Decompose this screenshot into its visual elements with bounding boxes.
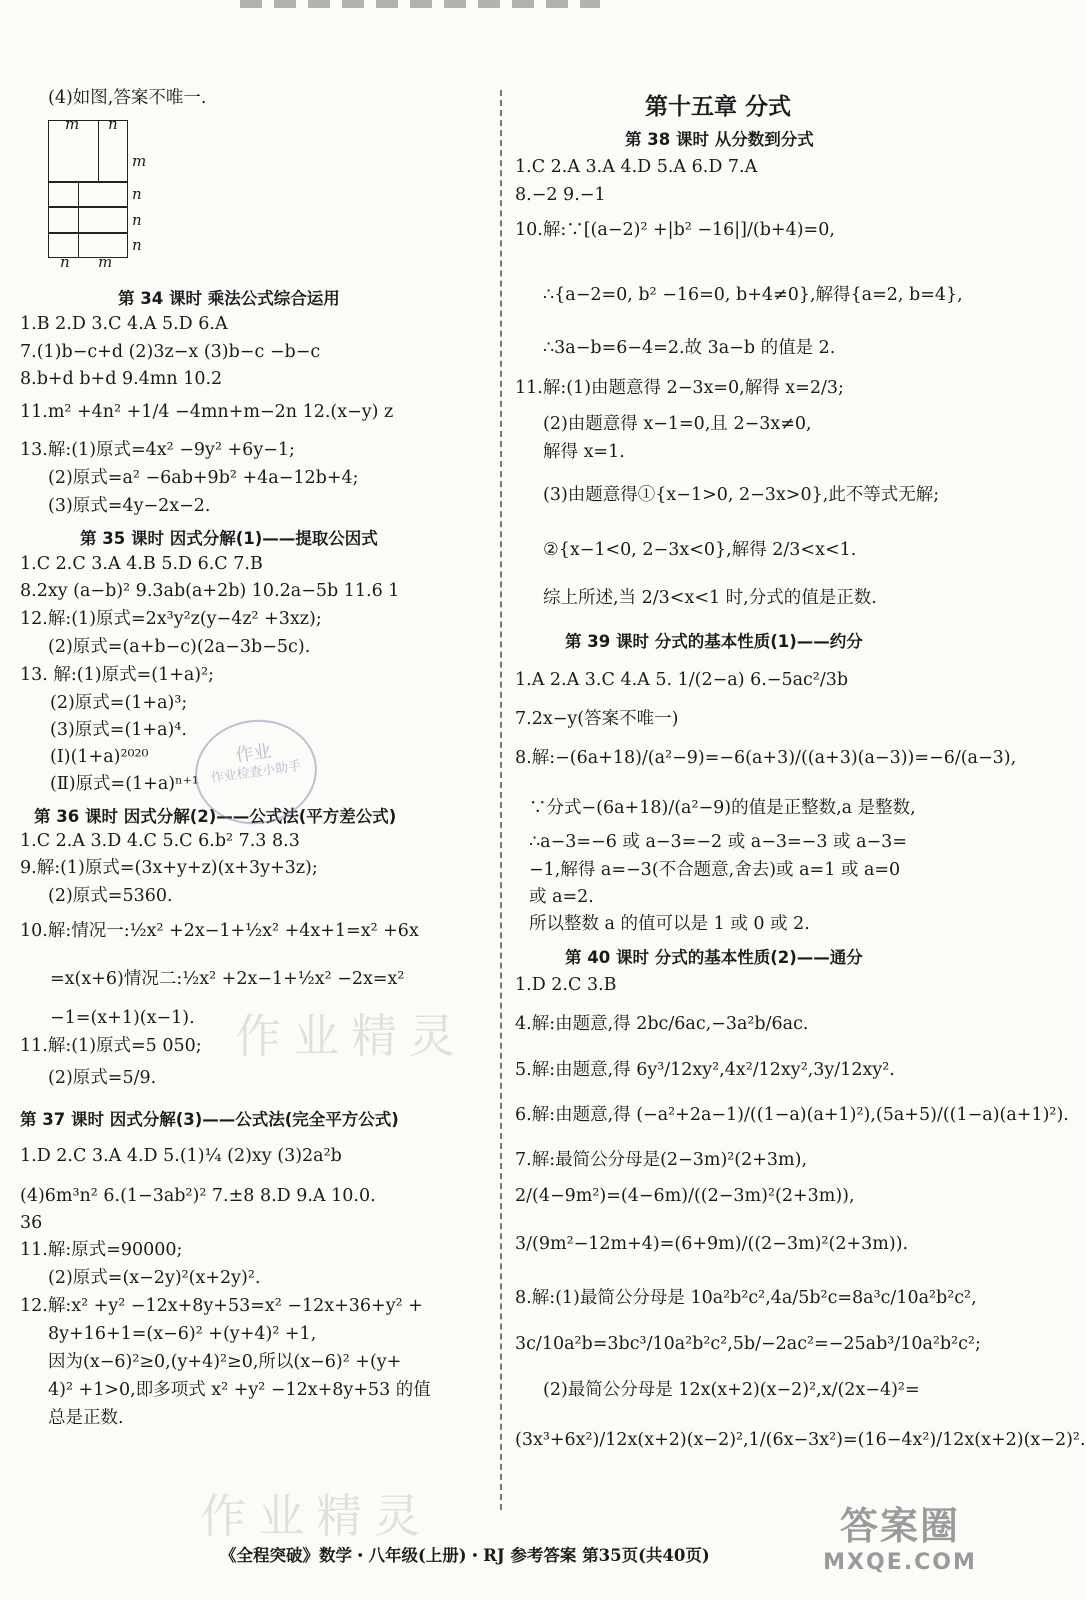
lesson-heading: 第 40 课时 分式的基本性质(2)——通分 bbox=[565, 948, 863, 967]
answer-line: (2)原式=5/9. bbox=[48, 1068, 157, 1088]
answer-line: (3)由题意得①{x−1>0, 2−3x>0},此不等式无解; bbox=[543, 485, 940, 505]
answer-line: 总是正数. bbox=[48, 1408, 124, 1428]
answer-line: 12.解:(1)原式=2x³y²z(y−4z² +3xz); bbox=[20, 609, 322, 629]
answer-line: 7.解:最简公分母是(2−3m)²(2+3m), bbox=[515, 1150, 808, 1170]
answer-line: 10.解:情况一:½x² +2x−1+½x² +4x+1=x² +6x bbox=[20, 921, 419, 941]
answer-line: (2)原式=(x−2y)²(x+2y)². bbox=[48, 1268, 261, 1288]
answer-line: 1.A 2.A 3.C 4.A 5. 1/(2−a) 6.−5ac²/3b bbox=[515, 670, 849, 690]
answer-line: 8.解:−(6a+18)/(a²−9)=−6(a+3)/((a+3)(a−3))=−6/(a−3), bbox=[515, 748, 1017, 768]
site-logo bbox=[820, 1495, 980, 1595]
answer-line: 11.解:原式=90000; bbox=[20, 1240, 183, 1260]
lesson-heading: 第 37 课时 因式分解(3)——公式法(完全平方公式) bbox=[20, 1110, 399, 1129]
answer-line: 36 bbox=[20, 1213, 43, 1233]
top-edge-strip bbox=[240, 0, 600, 8]
answer-line: 1.B 2.D 3.C 4.A 5.D 6.A bbox=[20, 314, 228, 334]
answer-line: −1,解得 a=−3(不合题意,舍去)或 a=1 或 a=0 bbox=[529, 860, 901, 880]
answer-line: 13. 解:(1)原式=(1+a)²; bbox=[20, 665, 215, 685]
chapter-title: 第十五章 分式 bbox=[645, 94, 792, 120]
lesson-heading: 第 35 课时 因式分解(1)——提取公因式 bbox=[80, 529, 378, 548]
answer-line: 因为(x−6)²≥0,(y+4)²≥0,所以(x−6)² +(y+ bbox=[48, 1352, 402, 1372]
answer-line: 1.D 2.C 3.A 4.D 5.(1)¼ (2)xy (3)2a²b bbox=[20, 1146, 342, 1166]
answer-line: (3)原式=4y−2x−2. bbox=[48, 496, 211, 516]
answer-line: ∵分式−(6a+18)/(a²−9)的值是正整数,a 是整数, bbox=[529, 798, 916, 818]
lesson-heading: 第 39 课时 分式的基本性质(1)——约分 bbox=[565, 632, 863, 651]
answer-line: ∴3a−b=6−4=2.故 3a−b 的值是 2. bbox=[543, 338, 836, 358]
answer-line: 4)² +1>0,即多项式 x² +y² −12x+8y+53 的值 bbox=[48, 1380, 431, 1400]
answer-line: 10.解:∵[(a−2)² +|b² −16|]/(b+4)=0, bbox=[515, 220, 835, 240]
answer-line: 13.解:(1)原式=4x² −9y² +6y−1; bbox=[20, 440, 295, 460]
lesson-heading: 第 38 课时 从分数到分式 bbox=[625, 130, 814, 149]
figure-label: n bbox=[132, 185, 142, 203]
answer-line: ∴{a−2=0, b² −16=0, b+4≠0},解得{a=2, b=4}, bbox=[543, 285, 963, 305]
answer-line: 7.(1)b−c+d (2)3z−x (3)b−c −b−c bbox=[20, 342, 321, 362]
answer-line: (2)原式=a² −6ab+9b² +4a−12b+4; bbox=[48, 468, 359, 488]
answer-line: 8.−2 9.−1 bbox=[515, 185, 606, 205]
answer-line: 9.解:(1)原式=(3x+y+z)(x+3y+3z); bbox=[20, 858, 318, 878]
figure-label: n bbox=[60, 253, 70, 271]
figure-label: m bbox=[65, 115, 80, 133]
answer-line: ∴a−3=−6 或 a−3=−2 或 a−3=−3 或 a−3= bbox=[529, 832, 907, 852]
answer-line: 1.C 2.A 3.D 4.C 5.C 6.b² 7.3 8.3 bbox=[20, 831, 300, 851]
answer-line: (3x³+6x²)/12x(x+2)(x−2)²,1/(6x−3x²)=(16−4x²)/12x(x+2)(x−2)². bbox=[515, 1430, 1086, 1450]
answer-line: 6.解:由题意,得 (−a²+2a−1)/((1−a)(a+1)²),(5a+5)/((1−a)(a+1)²). bbox=[515, 1105, 1069, 1125]
answer-line: 所以整数 a 的值可以是 1 或 0 或 2. bbox=[529, 914, 810, 934]
answer-line: 解得 x=1. bbox=[543, 442, 625, 462]
answer-line: 8.2xy (a−b)² 9.3ab(a+2b) 10.2a−5b 11.6 1 bbox=[20, 581, 400, 601]
answer-line: (2)原式=(1+a)³; bbox=[50, 693, 188, 713]
answer-line: 7.2x−y(答案不唯一) bbox=[515, 709, 679, 729]
answer-line: 5.解:由题意,得 6y³/12xy²,4x²/12xy²,3y/12xy². bbox=[515, 1060, 895, 1080]
answer-line: 3/(9m²−12m+4)=(6+9m)/((2−3m)²(2+3m)). bbox=[515, 1234, 909, 1254]
answer-line: (2)最简公分母是 12x(x+2)(x−2)²,x/(2x−4)²= bbox=[543, 1380, 920, 1400]
answer-line: (4)6m³n² 6.(1−3ab²)² 7.±8 8.D 9.A 10.0. bbox=[20, 1186, 376, 1206]
answer-line: 8y+16+1=(x−6)² +(y+4)² +1, bbox=[48, 1324, 317, 1344]
figure-label: n bbox=[132, 236, 142, 254]
figure-label: n bbox=[132, 211, 142, 229]
answer-line: (Ⅰ)(1+a)²⁰²⁰ bbox=[50, 747, 149, 767]
answer-line: 2/(4−9m²)=(4−6m)/((2−3m)²(2+3m)), bbox=[515, 1186, 855, 1206]
answer-line: ②{x−1<0, 2−3x<0},解得 2/3<x<1. bbox=[543, 540, 857, 560]
answer-line: 11.m² +4n² +1/4 −4mn+m−2n 12.(x−y) z bbox=[20, 402, 394, 422]
answer-line: 4.解:由题意,得 2bc/6ac,−3a²b/6ac. bbox=[515, 1014, 809, 1034]
column-divider bbox=[500, 90, 502, 1510]
watermark-text: 作业精灵 bbox=[235, 1009, 467, 1063]
answer-line: 综上所述,当 2/3<x<1 时,分式的值是正数. bbox=[543, 588, 877, 608]
answer-line: (Ⅱ)原式=(1+a)ⁿ⁺¹ bbox=[50, 774, 199, 794]
answer-line: 12.解:x² +y² −12x+8y+53=x² −12x+36+y² + bbox=[20, 1296, 423, 1316]
answer-line: 8.b+d b+d 9.4mn 10.2 bbox=[20, 369, 223, 389]
rectangle-figure bbox=[48, 120, 173, 260]
figure-label: m bbox=[132, 152, 147, 170]
answer-line: 或 a=2. bbox=[529, 887, 594, 907]
answer-line: 1.D 2.C 3.B bbox=[515, 975, 617, 995]
answer-line: 3c/10a²b=3bc³/10a²b²c²,5b/−2ac²=−25ab³/10a²b²c²; bbox=[515, 1334, 981, 1354]
page-footer: 《全程突破》数学・八年级(上册)・RJ 参考答案 第35页(共40页) bbox=[220, 1546, 710, 1565]
answer-line: (2)由题意得 x−1=0,且 2−3x≠0, bbox=[543, 414, 812, 434]
logo-url: MXQE.COM bbox=[823, 1550, 977, 1575]
answer-line: =x(x+6)情况二:½x² +2x−1+½x² −2x=x² bbox=[50, 969, 405, 989]
logo-text: 答案圈 bbox=[839, 1504, 960, 1548]
figure-label: m bbox=[98, 253, 113, 271]
watermark-text: 作业精灵 bbox=[200, 1489, 432, 1543]
answer-line: 8.解:(1)最简公分母是 10a²b²c²,4a/5b²c=8a³c/10a²b²c², bbox=[515, 1288, 977, 1308]
answer-line: (3)原式=(1+a)⁴. bbox=[50, 720, 187, 740]
answer-line: 1.C 2.C 3.A 4.B 5.D 6.C 7.B bbox=[20, 554, 263, 574]
answer-line: −1=(x+1)(x−1). bbox=[50, 1008, 195, 1028]
stamp-subtitle: 作业检查小助手 bbox=[210, 759, 303, 787]
figure-label: n bbox=[108, 115, 118, 133]
lesson-heading: 第 34 课时 乘法公式综合运用 bbox=[118, 289, 340, 308]
answer-line: 11.解:(1)原式=5 050; bbox=[20, 1036, 202, 1056]
answer-line: 1.C 2.A 3.A 4.D 5.A 6.D 7.A bbox=[515, 157, 758, 177]
answer-line: (2)原式=5360. bbox=[48, 886, 173, 906]
stamp-title: 作业 bbox=[234, 740, 273, 767]
lesson-heading: 第 36 课时 因式分解(2)——公式法(平方差公式) bbox=[34, 807, 397, 826]
answer-line: 11.解:(1)由题意得 2−3x=0,解得 x=2/3; bbox=[515, 378, 844, 398]
answer-line: (4)如图,答案不唯一. bbox=[48, 88, 207, 108]
answer-line: (2)原式=(a+b−c)(2a−3b−5c). bbox=[48, 637, 311, 657]
